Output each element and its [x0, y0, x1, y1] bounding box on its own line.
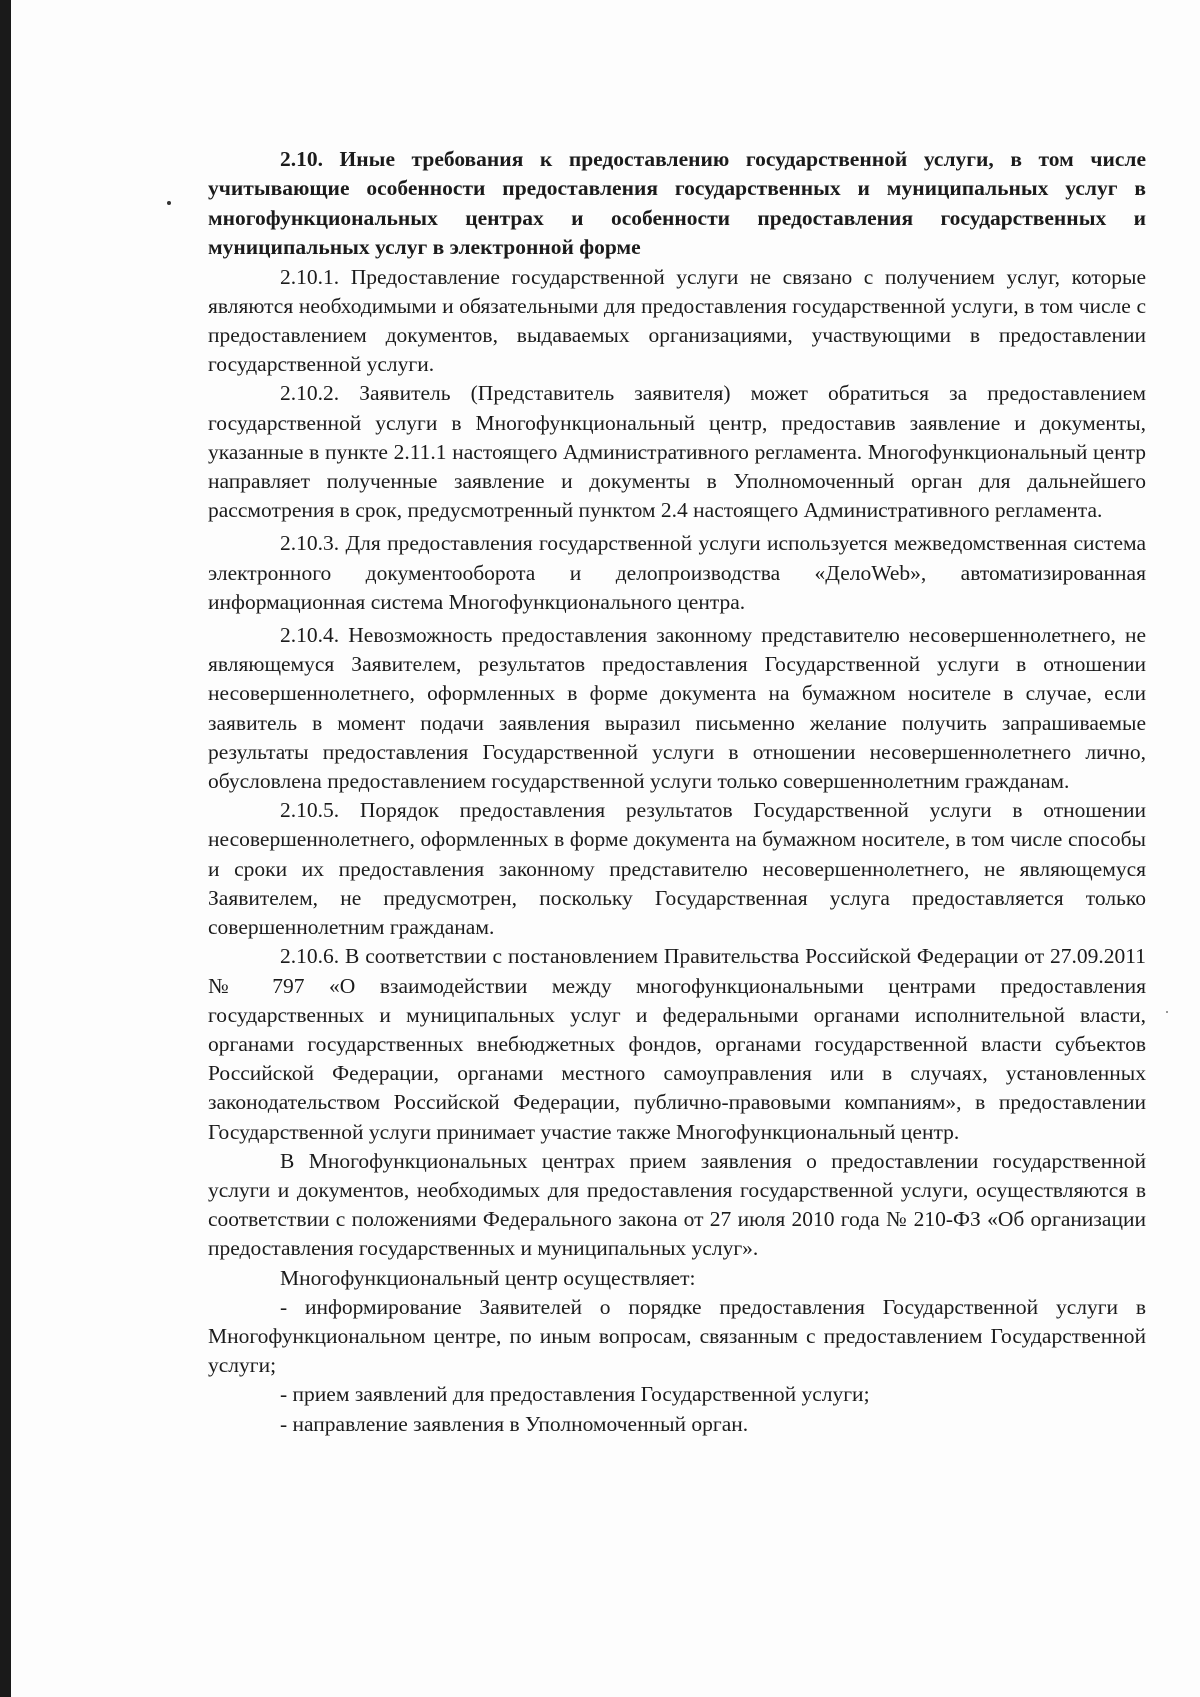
paragraph-2-10-2: 2.10.2. Заявитель (Представитель заявителя) может обратиться за предоставлением государственной услуги в Многофункциональный центр, предоставив заявление и документы, указанные в пункте 2.11.1 настоящего Административного регламента. Многофункциональный центр направляет полученные заявление и документы в Уполномоченный орган для дальнейшего рассмотрения в срок, предусмотренный пунктом 2.4 настоящего Административного регламента.	[208, 381, 1146, 523]
list-item-forwarding: - направление заявления в Уполномоченный орган.	[280, 1411, 749, 1436]
paragraph-2-10-1: 2.10.1. Предоставление государственной услуги не связано с получением услуг, которые являются необходимыми и обязательными для предоставления государственной услуги, в том числе с предоставлением документов, выдаваемых организациями, участвующими в предоставлении государственной услуги.	[208, 264, 1146, 377]
paragraph-2-10-4: 2.10.4. Невозможность предоставления законному представителю несовершеннолетнего, не являющемуся Заявителем, результатов предоставления Государственной услуги в отношении несовершеннолетнего, оформленных в форме документа на бумажном носителе в случае, если заявитель в момент подачи заявления выразил письменно желание получить запрашиваемые результаты предоставления Государственной услуги в отношении несовершеннолетнего лично, обусловлена предоставлением государственной услуги только совершеннолетним гражданам.	[208, 623, 1146, 794]
paragraph-mfc-reception: В Многофункциональных центрах прием заявления о предоставлении государственной услуги и документов, необходимых для предоставления государственной услуги, осуществляются в соответствии с положениями Федерального закона от 27 июля 2010 года № 210-ФЗ «Об организации предоставления государственных и муниципальных услуг».	[208, 1148, 1146, 1261]
list-item-informing: - информирование Заявителей о порядке предоставления Государственной услуги в Многофункциональном центре, по иным вопросам, связанным с предоставлением Государственной услуги;	[208, 1294, 1146, 1378]
list-item-reception: - прием заявлений для предоставления Государственной услуги;	[280, 1382, 870, 1407]
section-heading: 2.10. Иные требования к предоставлению государственной услуги, в том числе учитывающие особенности предоставления государственных и муниципальных услуг в многофункциональных центрах и особенности предоставления государственных и муниципальных услуг в электронной форме	[208, 147, 1146, 260]
paragraph-2-10-5: 2.10.5. Порядок предоставления результатов Государственной услуги в отношении несовершеннолетнего, оформленных в форме документа на бумажном носителе, в том числе способы и сроки их предоставления законному представителю несовершеннолетнего, не являющемуся Заявителем, не предусмотрен, поскольку Государственная услуга предоставляется только совершеннолетним гражданам.	[208, 798, 1146, 940]
scan-speck	[167, 201, 171, 205]
scan-speck	[1166, 1011, 1168, 1013]
document-body	[208, 145, 1146, 1439]
paragraph-2-10-3: 2.10.3. Для предоставления государственной услуги используется межведомственная система электронного документооборота и делопроизводства «ДелоWeb», автоматизированная информационная система Многофункционального центра.	[208, 531, 1146, 614]
paragraph-mfc-performs: Многофункциональный центр осуществляет:	[280, 1265, 696, 1290]
paragraph-2-10-6: 2.10.6. В соответствии с постановлением Правительства Российской Федерации от 27.09.2011 № 797 «О взаимодействии между многофункциональными центрами предоставления государственных и муниципальных услуг и федеральными органами исполнительной власти, органами государственных внебюджетных фондов, органами государственной власти субъектов Российской Федерации, органами местного самоуправления или в случаях, установленных законодательством Российской Федерации, публично-правовыми компаниям», в предоставлении Государственной услуги принимает участие также Многофункциональный центр.	[208, 944, 1146, 1144]
scan-edge	[0, 0, 11, 1697]
